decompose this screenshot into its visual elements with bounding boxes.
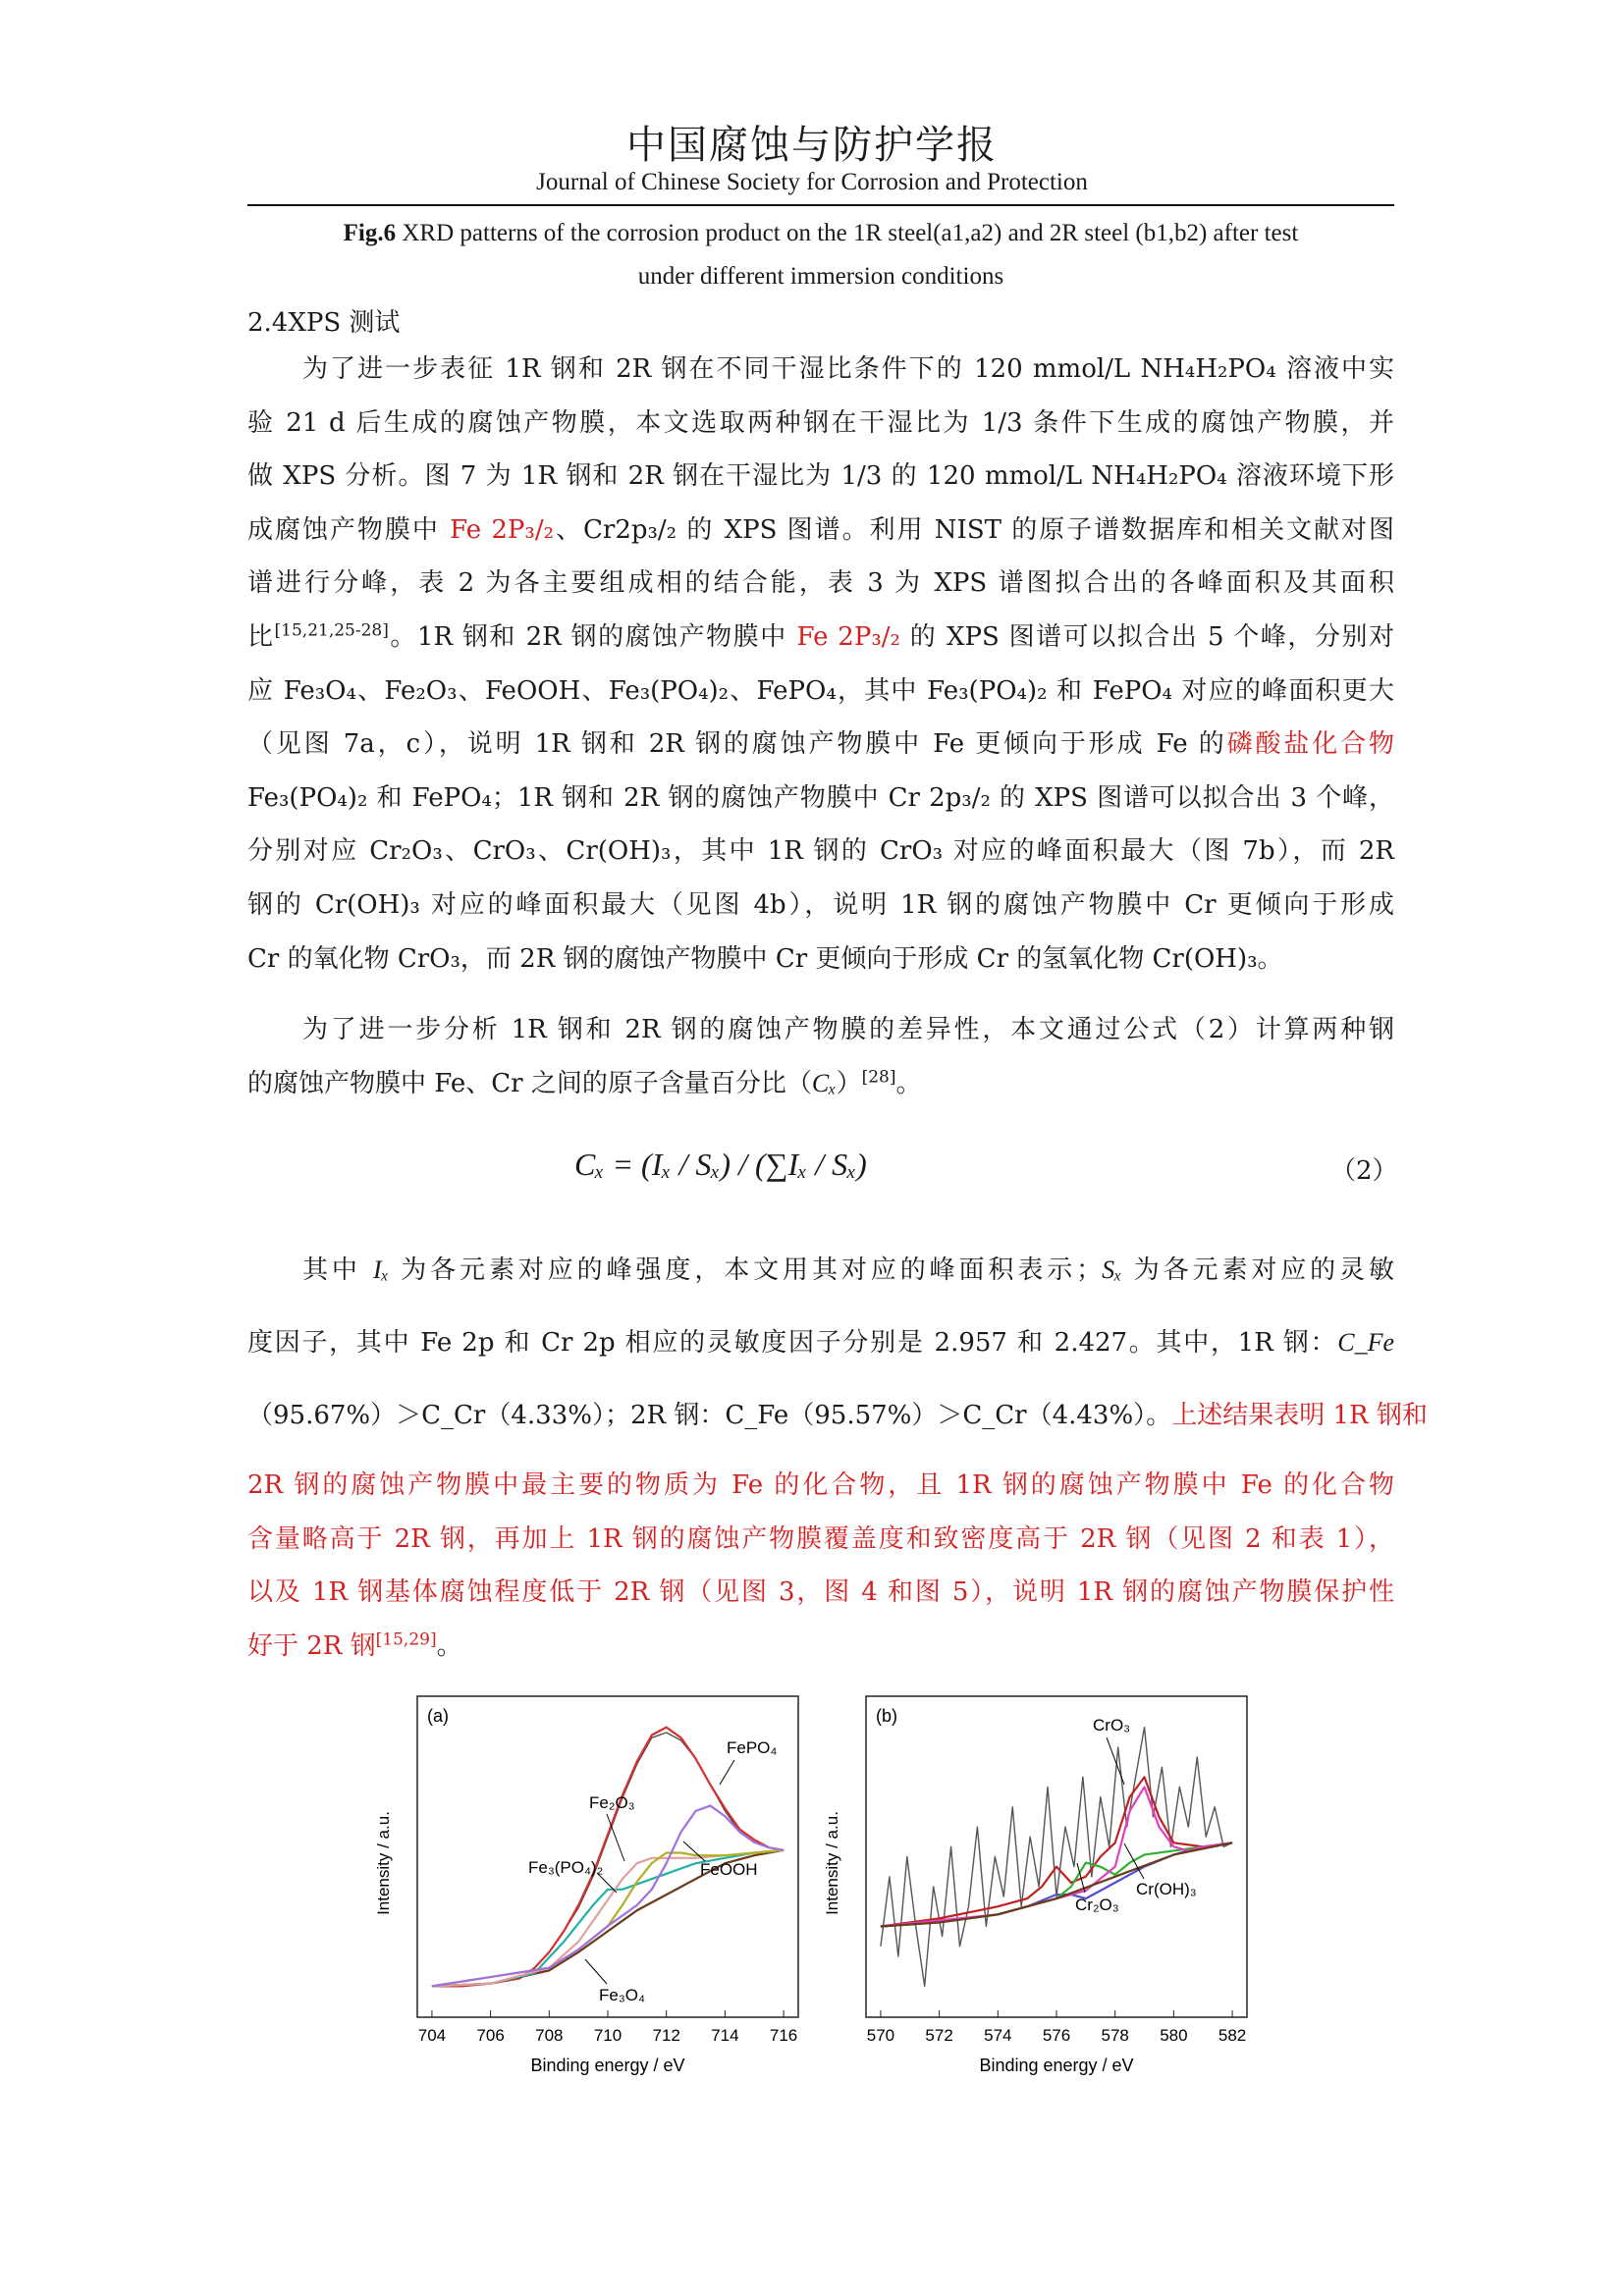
paragraph-2 (247, 1003, 1394, 1110)
p1-line-7: 应 Fe₃O₄、Fe₂O₃、FeOOH、Fe₃(PO₄)₂、FePO₄，其中 Fe₃(PO₄)₂ 和 FePO₄ 对应的峰面积更大 (247, 675, 1394, 706)
p3-line-2 (247, 1307, 1394, 1379)
p1-l6-ref: [15,21,25-28] (274, 620, 389, 641)
section-title: 2.4XPS 测试 (247, 308, 401, 338)
p3-ix: Iₓ (373, 1255, 390, 1284)
x-tick-label: 574 (984, 2026, 1012, 2045)
series-line-cro3 (881, 1788, 1232, 1927)
p1-l6a: 比 (247, 621, 275, 652)
p1-line-1: 为了进一步表征 1R 钢和 2R 钢在不同干湿比条件下的 120 mmol/L NH₄H₂PO₄ 溶液中实 (302, 354, 1394, 384)
annot-feooh: FeOOH (700, 1860, 758, 1879)
p1-l4-red: Fe 2P₃/₂ (450, 514, 555, 545)
y-axis-label: Intensity / a.u. (374, 1811, 393, 1915)
x-tick-label: 708 (535, 2026, 564, 2045)
annot-arrow-fe3o4 (585, 1959, 607, 1984)
p1-line-9: Fe₃(PO₄)₂ 和 FePO₄；1R 钢和 2R 钢的腐蚀产物膜中 Cr 2p₃/₂ 的 XPS 图谱可以拟合出 3 个峰， (247, 782, 1394, 813)
annot-cro3: CrO₃ (1093, 1716, 1131, 1735)
p1-l4a: 成腐蚀产物膜中 (247, 514, 451, 545)
x-axis-label: Binding energy / eV (979, 2056, 1134, 2075)
panel-label: (a) (427, 1706, 449, 1726)
series-group (881, 1728, 1232, 1987)
p1-line-10: 分别对应 Cr₂O₃、CrO₃、Cr(OH)₃，其中 1R 钢的 CrO₃ 对应的峰面积最大（图 7b），而 2R (247, 836, 1394, 867)
fig6-caption-line2: under different immersion conditions (637, 263, 1004, 290)
p3-line-1 (247, 1234, 1394, 1307)
p3-l3-red: 上述结果表明 1R 钢和 (1171, 1401, 1428, 1430)
p3-l2a: 度因子，其中 Fe 2p 和 Cr 2p 相应的灵敏度因子分别是 2.957 和 2.427。其中，1R 钢： (247, 1328, 1338, 1358)
x-axis-label: Binding energy / eV (530, 2056, 685, 2075)
journal-title-en: Journal of Chinese Society for Corrosion and Protection (536, 169, 1088, 195)
p1-l4b: 、Cr2p₃/₂ 的 XPS 图谱。利用 NIST 的原子谱数据库和相关文献对图 (554, 514, 1394, 545)
p1-line-11: 钢的 Cr(OH)₃ 对应的峰面积最大（见图 4b），说明 1R 钢的腐蚀产物膜中 Cr 更倾向于形成 (247, 889, 1394, 920)
annot-fepo4: FePO₄ (727, 1738, 778, 1757)
series-line-fit-envelope (881, 1777, 1232, 1926)
p3-l1a: 其中 (302, 1255, 373, 1285)
x-tick-label: 714 (711, 2026, 739, 2045)
xps-cr-chart (820, 1686, 1272, 2079)
annot-fe3po42: Fe₃(PO₄)₂ (528, 1858, 604, 1877)
x-tick-label: 706 (476, 2026, 505, 2045)
p2-line-1: 为了进一步分析 1R 钢和 2R 钢的腐蚀产物膜的差异性，本文通过公式（2）计算两种钢 (302, 1015, 1394, 1044)
annot-fe2o3: Fe₂O₃ (589, 1793, 635, 1812)
p1-l8a: （见图 7a，c），说明 1R 钢和 2R 钢的腐蚀产物膜中 Fe 更倾向于形成 Fe 的 (247, 729, 1227, 760)
p3-line-7 (247, 1620, 1394, 1674)
x-tick-label: 582 (1218, 2026, 1247, 2045)
p3-l7-ref: [15,29] (375, 1629, 437, 1650)
plot-frame (866, 1696, 1247, 2017)
x-ticks (867, 2010, 1247, 2045)
p3-l7-end: 。 (436, 1630, 462, 1661)
panel-label: (b) (876, 1706, 897, 1726)
equation-2: Cₓ = (Iₓ / Sₓ) / (∑Iₓ / Sₓ) (574, 1147, 867, 1182)
p3-sx: Sₓ (1102, 1255, 1122, 1284)
x-tick-label: 710 (593, 2026, 623, 2045)
annot-croh3: Cr(OH)₃ (1136, 1880, 1197, 1898)
paragraph-3-cont (247, 1459, 1394, 1673)
x-tick-label: 716 (769, 2026, 798, 2045)
p2-l2b: ） (836, 1068, 862, 1098)
x-tick-label: 572 (925, 2026, 953, 2045)
paragraph-3 (247, 1234, 1428, 1452)
fig6-caption-text: XRD patterns of the corrosion product on the 1R steel(a1,a2) and 2R steel (b1,b2) after test (396, 220, 1299, 246)
paragraph-1 (247, 343, 1394, 986)
p1-line-5: 谱进行分峰，表 2 为各主要组成相的结合能，表 3 为 XPS 谱图拟合出的各峰面积及其面积 (247, 568, 1394, 599)
p1-line-8 (247, 718, 1394, 772)
y-axis-label: Intensity / a.u. (823, 1811, 841, 1915)
p1-l8-red: 磷酸盐化合物 (1226, 729, 1394, 760)
p3-l1b: 为各元素对应的峰强度，本文用其对应的峰面积表示； (389, 1255, 1103, 1285)
p3-line-4: 2R 钢的腐蚀产物膜中最主要的物质为 Fe 的化合物，且 1R 钢的腐蚀产物膜中 Fe 的化合物 (247, 1470, 1394, 1500)
p3-l3: （95.67%）＞C_Cr（4.33%）；2R 钢：C_Fe（95.57%）＞C_Cr（4.43%）。 (247, 1401, 1172, 1430)
p3-cfe: C_Fe (1337, 1328, 1394, 1357)
p3-l7-red: 好于 2R 钢 (247, 1630, 376, 1661)
journal-title-cn: 中国腐蚀与防护学报 (626, 123, 998, 168)
equation-number: （2） (1330, 1156, 1398, 1186)
p2-cx: Cₓ (811, 1068, 837, 1097)
p3-line-6: 以及 1R 钢基体腐蚀程度低于 2R 钢（见图 3，图 4 和图 5），说明 1R 钢的腐蚀产物膜保护性 (247, 1577, 1394, 1608)
p1-l6b: 。1R 钢和 2R 钢的腐蚀产物膜中 (388, 621, 797, 652)
series-line-raw (881, 1728, 1232, 1987)
p3-line-5: 含量略高于 2R 钢，再加上 1R 钢的腐蚀产物膜覆盖度和致密度高于 2R 钢（见图 2 和表 1）， (247, 1523, 1394, 1554)
p3-l1c: 为各元素对应的灵敏 (1121, 1255, 1395, 1285)
fig6-caption (247, 212, 1394, 298)
p1-line-4 (247, 504, 1394, 558)
p1-line-6 (247, 611, 1394, 665)
p1-l6-red: Fe 2P₃/₂ (796, 621, 900, 652)
annot-arrow-fepo4 (720, 1760, 734, 1785)
p2-l2c: 。 (895, 1068, 922, 1098)
p2-ref: [28] (861, 1066, 896, 1087)
p1-line-2: 验 21 d 后生成的腐蚀产物膜，本文选取两种钢在干湿比为 1/3 条件下生成的腐蚀产物膜，并 (247, 407, 1394, 438)
p1-line-3: 做 XPS 分析。图 7 为 1R 钢和 2R 钢在干湿比为 1/3 的 120 mmol/L NH₄H₂PO₄ 溶液环境下形 (247, 461, 1394, 492)
x-tick-label: 580 (1160, 2026, 1188, 2045)
header-rule (247, 204, 1394, 206)
p1-line-12: Cr 的氧化物 CrO₃，而 2R 钢的腐蚀产物膜中 Cr 更倾向于形成 Cr 的氢氧化物 Cr(OH)₃。 (247, 943, 1283, 974)
p1-l6c: 的 XPS 图谱可以拟合出 5 个峰，分别对 (899, 621, 1394, 652)
x-tick-label: 578 (1101, 2026, 1129, 2045)
annot-fe3o4: Fe₃O₄ (599, 1986, 645, 2004)
x-tick-label: 570 (866, 2026, 895, 2045)
xps-fe-chart (371, 1686, 823, 2079)
p3-line-3 (247, 1379, 1428, 1452)
annot-cr2o3: Cr₂O₃ (1075, 1896, 1119, 1914)
p2-l2a: 的腐蚀产物膜中 Fe、Cr 之间的原子含量百分比（ (247, 1068, 812, 1098)
x-tick-label: 576 (1042, 2026, 1071, 2045)
annot-arrow-fe2o3 (607, 1814, 624, 1861)
x-ticks (418, 2010, 798, 2045)
x-tick-label: 704 (417, 2026, 447, 2045)
x-tick-label: 712 (652, 2026, 680, 2045)
fig6-label: Fig.6 (343, 220, 397, 246)
p2-line-2 (247, 1057, 1394, 1111)
